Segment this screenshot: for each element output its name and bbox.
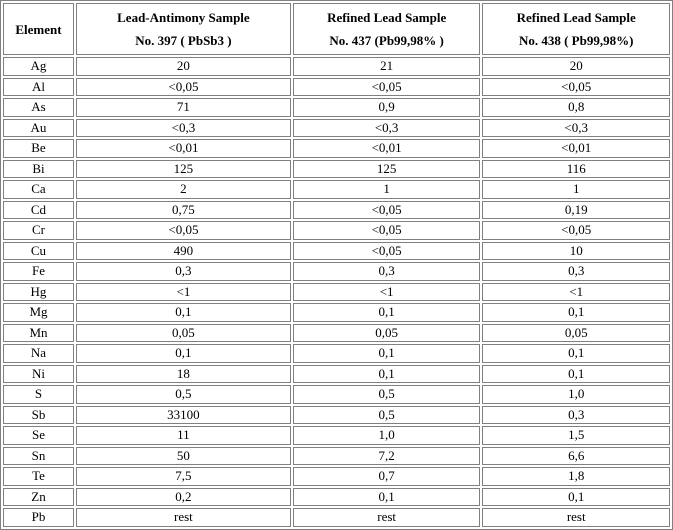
cell-sample-397: 0,1 bbox=[76, 303, 291, 322]
cell-element: As bbox=[3, 98, 74, 117]
cell-element: Te bbox=[3, 467, 74, 486]
cell-element: Na bbox=[3, 344, 74, 363]
table-row bbox=[3, 303, 670, 322]
cell-sample-397: 20 bbox=[76, 57, 291, 76]
cell-sample-397: 125 bbox=[76, 160, 291, 179]
cell-sample-438: 1,5 bbox=[482, 426, 670, 445]
cell-sample-438: 6,6 bbox=[482, 447, 670, 466]
table-row bbox=[3, 242, 670, 261]
cell-sample-397: 0,75 bbox=[76, 201, 291, 220]
cell-element: Zn bbox=[3, 488, 74, 507]
cell-sample-437: 21 bbox=[293, 57, 481, 76]
cell-sample-437: 0,1 bbox=[293, 303, 481, 322]
cell-sample-438: 0,19 bbox=[482, 201, 670, 220]
cell-sample-437: <0,05 bbox=[293, 201, 481, 220]
cell-element: Be bbox=[3, 139, 74, 158]
cell-sample-397: <0,01 bbox=[76, 139, 291, 158]
header-row bbox=[3, 3, 670, 55]
cell-sample-437: <1 bbox=[293, 283, 481, 302]
cell-element: Sn bbox=[3, 447, 74, 466]
cell-sample-397: 33100 bbox=[76, 406, 291, 425]
cell-sample-397: 71 bbox=[76, 98, 291, 117]
cell-sample-437: 0,1 bbox=[293, 365, 481, 384]
cell-sample-397: 0,3 bbox=[76, 262, 291, 281]
table-row bbox=[3, 160, 670, 179]
cell-element: Sb bbox=[3, 406, 74, 425]
cell-element: Cr bbox=[3, 221, 74, 240]
table-row bbox=[3, 344, 670, 363]
cell-sample-438: rest bbox=[482, 508, 670, 527]
cell-sample-397: 11 bbox=[76, 426, 291, 445]
cell-sample-438: 10 bbox=[482, 242, 670, 261]
cell-sample-438: 116 bbox=[482, 160, 670, 179]
cell-sample-397: <0,05 bbox=[76, 221, 291, 240]
cell-element: Al bbox=[3, 78, 74, 97]
cell-sample-437: 0,3 bbox=[293, 262, 481, 281]
table-row bbox=[3, 385, 670, 404]
cell-sample-397: 0,1 bbox=[76, 344, 291, 363]
cell-sample-438: <0,05 bbox=[482, 221, 670, 240]
table-row bbox=[3, 57, 670, 76]
cell-sample-397: <0,3 bbox=[76, 119, 291, 138]
cell-sample-438: <0,05 bbox=[482, 78, 670, 97]
cell-sample-438: 0,1 bbox=[482, 488, 670, 507]
cell-sample-397: 0,05 bbox=[76, 324, 291, 343]
cell-sample-438: 1,0 bbox=[482, 385, 670, 404]
header-lead-antimony-sample: Lead-Antimony Sample No. 397 ( PbSb3 ) bbox=[76, 3, 291, 55]
cell-sample-397: <0,05 bbox=[76, 78, 291, 97]
header-refined-lead-438: Refined Lead Sample No. 438 ( Pb99,98%) bbox=[482, 3, 670, 55]
cell-sample-397: 0,5 bbox=[76, 385, 291, 404]
table-row bbox=[3, 406, 670, 425]
cell-sample-437: 0,7 bbox=[293, 467, 481, 486]
cell-sample-437: 0,1 bbox=[293, 488, 481, 507]
cell-sample-437: 125 bbox=[293, 160, 481, 179]
cell-sample-397: rest bbox=[76, 508, 291, 527]
cell-element: Hg bbox=[3, 283, 74, 302]
table-row bbox=[3, 180, 670, 199]
cell-element: Pb bbox=[3, 508, 74, 527]
cell-sample-397: 50 bbox=[76, 447, 291, 466]
cell-sample-437: <0,01 bbox=[293, 139, 481, 158]
table-row bbox=[3, 98, 670, 117]
table-body bbox=[3, 57, 670, 527]
cell-sample-437: <0,3 bbox=[293, 119, 481, 138]
cell-sample-437: 7,2 bbox=[293, 447, 481, 466]
table-row bbox=[3, 467, 670, 486]
cell-element: Ni bbox=[3, 365, 74, 384]
table-row bbox=[3, 324, 670, 343]
cell-sample-437: 1 bbox=[293, 180, 481, 199]
cell-sample-438: 0,05 bbox=[482, 324, 670, 343]
cell-sample-437: 0,5 bbox=[293, 406, 481, 425]
cell-element: Ca bbox=[3, 180, 74, 199]
table-row bbox=[3, 221, 670, 240]
cell-element: Ag bbox=[3, 57, 74, 76]
cell-sample-438: 0,3 bbox=[482, 406, 670, 425]
cell-sample-397: 18 bbox=[76, 365, 291, 384]
cell-sample-438: 0,1 bbox=[482, 303, 670, 322]
cell-sample-437: 1,0 bbox=[293, 426, 481, 445]
cell-sample-438: 0,1 bbox=[482, 365, 670, 384]
cell-sample-397: 2 bbox=[76, 180, 291, 199]
table-row bbox=[3, 201, 670, 220]
table-row bbox=[3, 365, 670, 384]
cell-sample-438: <0,3 bbox=[482, 119, 670, 138]
cell-sample-438: 1 bbox=[482, 180, 670, 199]
table-row bbox=[3, 139, 670, 158]
table-row bbox=[3, 447, 670, 466]
cell-element: Cu bbox=[3, 242, 74, 261]
cell-sample-437: 0,1 bbox=[293, 344, 481, 363]
header-element: Element bbox=[3, 3, 74, 55]
cell-element: Mg bbox=[3, 303, 74, 322]
table-row bbox=[3, 119, 670, 138]
table-row bbox=[3, 426, 670, 445]
cell-element: S bbox=[3, 385, 74, 404]
cell-element: Au bbox=[3, 119, 74, 138]
table-row bbox=[3, 262, 670, 281]
cell-sample-438: <1 bbox=[482, 283, 670, 302]
cell-sample-438: 20 bbox=[482, 57, 670, 76]
cell-sample-438: <0,01 bbox=[482, 139, 670, 158]
cell-sample-438: 0,8 bbox=[482, 98, 670, 117]
cell-sample-397: 490 bbox=[76, 242, 291, 261]
cell-sample-397: <1 bbox=[76, 283, 291, 302]
cell-element: Cd bbox=[3, 201, 74, 220]
table-row bbox=[3, 283, 670, 302]
cell-sample-437: 0,9 bbox=[293, 98, 481, 117]
cell-sample-437: <0,05 bbox=[293, 221, 481, 240]
cell-sample-437: 0,5 bbox=[293, 385, 481, 404]
cell-element: Se bbox=[3, 426, 74, 445]
cell-element: Bi bbox=[3, 160, 74, 179]
cell-sample-397: 0,2 bbox=[76, 488, 291, 507]
cell-sample-437: <0,05 bbox=[293, 78, 481, 97]
cell-sample-438: 0,3 bbox=[482, 262, 670, 281]
cell-sample-397: 7,5 bbox=[76, 467, 291, 486]
table-row bbox=[3, 508, 670, 527]
cell-sample-437: rest bbox=[293, 508, 481, 527]
cell-sample-437: 0,05 bbox=[293, 324, 481, 343]
table-row bbox=[3, 488, 670, 507]
cell-element: Mn bbox=[3, 324, 74, 343]
cell-sample-438: 1,8 bbox=[482, 467, 670, 486]
cell-element: Fe bbox=[3, 262, 74, 281]
table-row bbox=[3, 78, 670, 97]
cell-sample-438: 0,1 bbox=[482, 344, 670, 363]
header-refined-lead-437: Refined Lead Sample No. 437 (Pb99,98% ) bbox=[293, 3, 481, 55]
cell-sample-437: <0,05 bbox=[293, 242, 481, 261]
